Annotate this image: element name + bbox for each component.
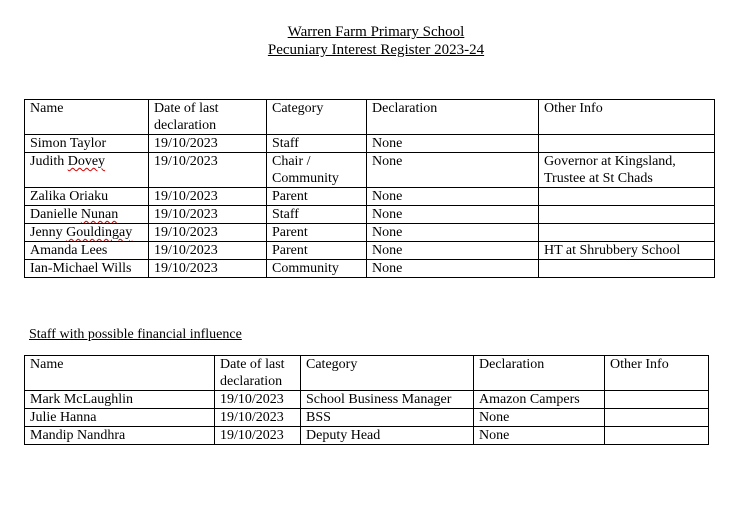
cell-declaration: None [367, 224, 539, 242]
cell-name: Mark McLaughlin [25, 391, 215, 409]
name-last-spellcheck: Dovey [67, 154, 106, 169]
cell-date: 19/10/2023 [149, 153, 267, 188]
name-last-spellcheck: Gouldingay [66, 225, 133, 240]
name-first: Jenny [30, 225, 67, 240]
cell-declaration: None [474, 409, 605, 427]
cell-category: Community [267, 260, 367, 278]
cell-declaration: None [367, 135, 539, 153]
cell-category: School Business Manager [301, 391, 474, 409]
cell-name: Amanda Lees [25, 242, 149, 260]
cell-other-info [605, 427, 709, 445]
cell-other-info [539, 224, 715, 242]
cell-category: Parent [267, 242, 367, 260]
cell-name [25, 206, 149, 224]
column-header-declaration: Declaration [474, 356, 605, 391]
table-row [25, 260, 715, 278]
cell-name: Simon Taylor [25, 135, 149, 153]
cell-name: Julie Hanna [25, 409, 215, 427]
column-header-category: Category [301, 356, 474, 391]
cell-category: Parent [267, 188, 367, 206]
table-row [25, 188, 715, 206]
cell-name [25, 224, 149, 242]
register-title: Pecuniary Interest Register 2023-24 [267, 42, 485, 58]
table-row [25, 427, 709, 445]
table-row [25, 224, 715, 242]
table-row [25, 242, 715, 260]
staff-table [24, 355, 709, 445]
table-row [25, 135, 715, 153]
cell-category: Parent [267, 224, 367, 242]
name-last-spellcheck: Nunan [80, 207, 119, 222]
table-row [25, 206, 715, 224]
column-header-name: Name [25, 356, 215, 391]
column-header-declaration: Declaration [367, 100, 539, 135]
cell-name: Ian-Michael Wills [25, 260, 149, 278]
cell-declaration: None [367, 206, 539, 224]
cell-date: 19/10/2023 [149, 206, 267, 224]
cell-other-info: HT at Shrubbery School [539, 242, 715, 260]
cell-declaration: None [367, 188, 539, 206]
cell-date: 19/10/2023 [215, 409, 301, 427]
school-name: Warren Farm Primary School [287, 24, 465, 40]
table-row [25, 409, 709, 427]
cell-other-info [539, 206, 715, 224]
cell-date: 19/10/2023 [215, 391, 301, 409]
cell-other-info [539, 260, 715, 278]
cell-date: 19/10/2023 [149, 260, 267, 278]
column-header-date: Date of last declaration [149, 100, 267, 135]
table-row [25, 153, 715, 188]
cell-other-info: Governor at Kingsland, Trustee at St Chads [539, 153, 715, 188]
cell-other-info [605, 391, 709, 409]
cell-category: Chair / Community [267, 153, 367, 188]
cell-category: Deputy Head [301, 427, 474, 445]
name-first: Danielle [30, 207, 81, 222]
table-header-row [25, 100, 715, 135]
cell-name: Zalika Oriaku [25, 188, 149, 206]
cell-date: 19/10/2023 [149, 188, 267, 206]
name-first: Judith [30, 154, 68, 169]
cell-date: 19/10/2023 [149, 242, 267, 260]
cell-declaration: None [367, 153, 539, 188]
cell-date: 19/10/2023 [149, 224, 267, 242]
cell-name: Mandip Nandhra [25, 427, 215, 445]
cell-declaration: Amazon Campers [474, 391, 605, 409]
cell-declaration: None [474, 427, 605, 445]
column-header-other-info: Other Info [539, 100, 715, 135]
cell-declaration: None [367, 242, 539, 260]
cell-category: Staff [267, 206, 367, 224]
cell-date: 19/10/2023 [149, 135, 267, 153]
column-header-category: Category [267, 100, 367, 135]
column-header-other-info: Other Info [605, 356, 709, 391]
cell-date: 19/10/2023 [215, 427, 301, 445]
table-row [25, 391, 709, 409]
cell-declaration: None [367, 260, 539, 278]
cell-category: BSS [301, 409, 474, 427]
cell-category: Staff [267, 135, 367, 153]
staff-section-heading: Staff with possible financial influence [29, 327, 242, 342]
cell-name [25, 153, 149, 188]
table-header-row [25, 356, 709, 391]
cell-other-info [539, 135, 715, 153]
column-header-name: Name [25, 100, 149, 135]
column-header-date: Date of last declaration [215, 356, 301, 391]
governors-table [24, 99, 715, 278]
cell-other-info [605, 409, 709, 427]
cell-other-info [539, 188, 715, 206]
